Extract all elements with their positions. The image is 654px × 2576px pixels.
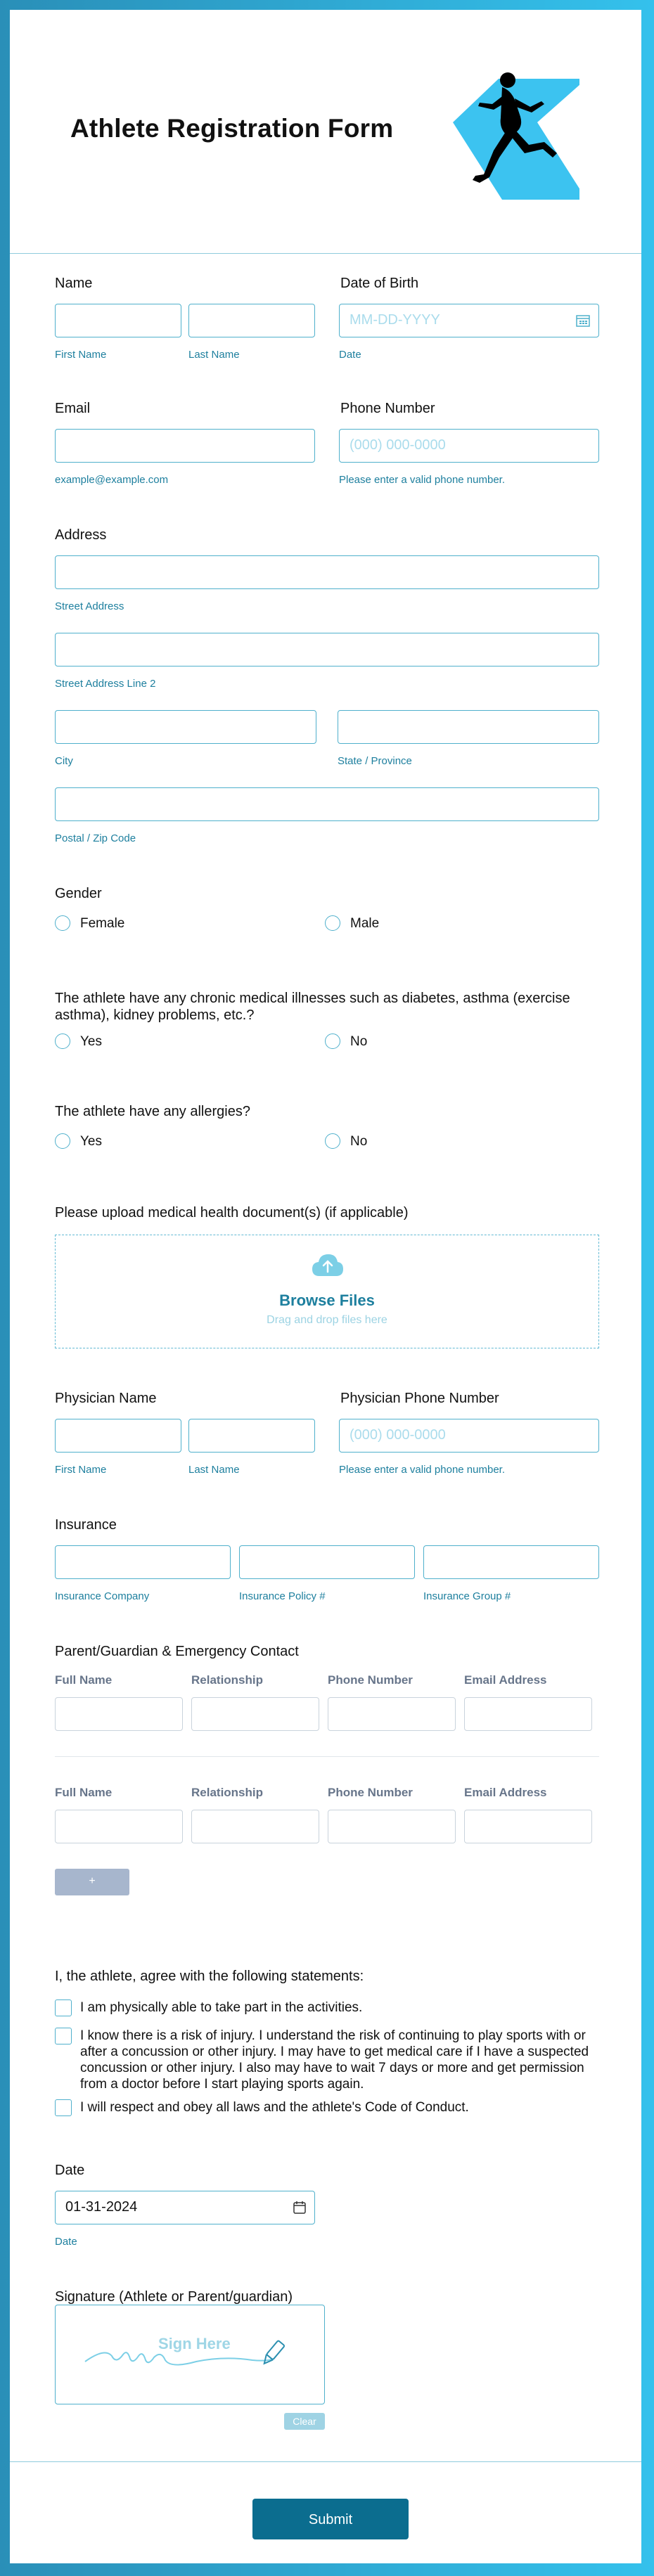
state-sublabel: State / Province <box>338 755 412 767</box>
street-address-input[interactable] <box>55 555 599 589</box>
chronic-yes-radio[interactable] <box>55 1033 70 1049</box>
agree-item-2: I know there is a risk of injury. I understand the risk of continuing to play sports with or after a concussion or other injury. I may have to get medical care if I have a suspected concussion or other injury. I also may have to wait 7 days or more and get permission from a doctor before I start playing sports again. <box>80 2028 589 2092</box>
physician-phone-placeholder: (000) 000-0000 <box>350 1427 446 1443</box>
city-input[interactable] <box>55 710 316 744</box>
zip-sublabel: Postal / Zip Code <box>55 832 136 844</box>
file-upload-dropzone[interactable] <box>55 1235 599 1348</box>
signature-label: Signature (Athlete or Parent/guardian) <box>55 2289 293 2305</box>
allergies-yes-radio[interactable] <box>55 1133 70 1149</box>
chronic-yes-label: Yes <box>80 1034 102 1049</box>
allergies-yes-label: Yes <box>80 1134 102 1149</box>
footer-divider <box>10 2461 641 2462</box>
dob-input[interactable] <box>339 304 599 337</box>
agree-physically-able-checkbox[interactable] <box>55 1999 72 2016</box>
gender-label: Gender <box>55 886 102 901</box>
add-guardian-button[interactable]: + <box>55 1869 129 1895</box>
guardian-1-full-name-input[interactable] <box>55 1697 183 1731</box>
insurance-group-sublabel: Insurance Group # <box>423 1590 511 1602</box>
dob-sublabel: Date <box>339 349 361 361</box>
agree-injury-risk-checkbox[interactable] <box>55 2028 72 2044</box>
guardian-col-full-name: Full Name <box>55 1786 113 1799</box>
physician-phone-label: Physician Phone Number <box>340 1391 499 1406</box>
physician-first-sublabel: First Name <box>55 1464 107 1476</box>
guardian-1-relationship-input[interactable] <box>191 1697 319 1731</box>
guardian-label: Parent/Guardian & Emergency Contact <box>55 1644 299 1659</box>
gender-male-radio[interactable] <box>325 915 340 931</box>
signature-pad[interactable] <box>55 2305 325 2404</box>
insurance-label: Insurance <box>55 1517 117 1533</box>
guardian-col-full-name: Full Name <box>55 1673 113 1687</box>
first-name-input[interactable] <box>55 304 181 337</box>
street-address-2-sublabel: Street Address Line 2 <box>55 678 156 690</box>
form-card <box>10 10 641 2563</box>
guardian-row-divider <box>55 1756 599 1757</box>
browse-files-button[interactable]: Browse Files <box>279 1292 375 1309</box>
guardian-col-relationship: Relationship <box>191 1673 264 1687</box>
allergies-no-label: No <box>350 1134 368 1149</box>
submit-button[interactable]: Submit <box>252 2499 409 2539</box>
physician-name-label: Physician Name <box>55 1391 157 1406</box>
insurance-policy-input[interactable] <box>239 1545 415 1579</box>
calendar-icon[interactable] <box>576 314 590 327</box>
phone-input[interactable] <box>339 429 599 463</box>
physician-phone-sublabel: Please enter a valid phone number. <box>339 1464 505 1476</box>
name-label: Name <box>55 276 93 291</box>
insurance-policy-sublabel: Insurance Policy # <box>239 1590 326 1602</box>
insurance-group-input[interactable] <box>423 1545 599 1579</box>
sign-here-hint: Sign Here <box>158 2335 231 2352</box>
phone-placeholder: (000) 000-0000 <box>350 437 446 453</box>
guardian-col-phone: Phone Number <box>328 1673 413 1687</box>
guardian-2-phone-input[interactable] <box>328 1810 456 1843</box>
guardian-1-phone-input[interactable] <box>328 1697 456 1731</box>
form-header <box>10 10 641 254</box>
guardian-col-email: Email Address <box>464 1786 547 1799</box>
guardian-2-full-name-input[interactable] <box>55 1810 183 1843</box>
guardian-col-email: Email Address <box>464 1673 547 1687</box>
physician-last-name-input[interactable] <box>188 1419 315 1453</box>
chronic-no-radio[interactable] <box>325 1033 340 1049</box>
agree-code-of-conduct-checkbox[interactable] <box>55 2099 72 2116</box>
dob-label: Date of Birth <box>340 276 419 291</box>
allergies-label: The athlete have any allergies? <box>55 1104 250 1119</box>
chronic-illness-label: The athlete have any chronic medical illnesses such as diabetes, asthma (exercise asthma), kidney problems, etc.? <box>55 991 570 1023</box>
form-title: Athlete Registration Form <box>70 114 394 143</box>
gender-female-label: Female <box>80 916 125 931</box>
date-input[interactable] <box>55 2191 315 2224</box>
physician-last-sublabel: Last Name <box>188 1464 240 1476</box>
clear-signature-button[interactable]: Clear <box>284 2413 325 2430</box>
email-sublabel: example@example.com <box>55 474 169 486</box>
dob-placeholder: MM-DD-YYYY <box>350 312 440 328</box>
email-label: Email <box>55 401 91 416</box>
agree-item-3: I will respect and obey all laws and the athlete's Code of Conduct. <box>80 2100 469 2115</box>
gender-female-radio[interactable] <box>55 915 70 931</box>
date-label: Date <box>55 2163 85 2178</box>
insurance-company-sublabel: Insurance Company <box>55 1590 150 1602</box>
last-name-input[interactable] <box>188 304 315 337</box>
city-sublabel: City <box>55 755 73 767</box>
phone-sublabel: Please enter a valid phone number. <box>339 474 505 486</box>
calendar-icon[interactable] <box>293 2201 306 2214</box>
date-value: 01-31-2024 <box>65 2199 138 2215</box>
guardian-col-relationship: Relationship <box>191 1786 264 1799</box>
upload-label: Please upload medical health document(s) (if applicable) <box>55 1205 409 1221</box>
agree-item-1: I am physically able to take part in the activities. <box>80 2000 363 2015</box>
email-input[interactable] <box>55 429 315 463</box>
insurance-company-input[interactable] <box>55 1545 231 1579</box>
guardian-col-phone: Phone Number <box>328 1786 413 1799</box>
gender-male-label: Male <box>350 916 380 931</box>
physician-phone-input[interactable] <box>339 1419 599 1453</box>
last-name-sublabel: Last Name <box>188 349 240 361</box>
state-input[interactable] <box>338 710 599 744</box>
drag-drop-hint: Drag and drop files here <box>267 1314 387 1326</box>
runner-logo-icon <box>432 59 579 207</box>
allergies-no-radio[interactable] <box>325 1133 340 1149</box>
first-name-sublabel: First Name <box>55 349 107 361</box>
chronic-no-label: No <box>350 1034 368 1049</box>
street-address-sublabel: Street Address <box>55 600 124 612</box>
signature-scribble-icon <box>84 2333 309 2376</box>
guardian-2-relationship-input[interactable] <box>191 1810 319 1843</box>
phone-label: Phone Number <box>340 401 435 416</box>
guardian-1-email-input[interactable] <box>464 1697 592 1731</box>
physician-first-name-input[interactable] <box>55 1419 181 1453</box>
date-sublabel: Date <box>55 2236 77 2248</box>
agreement-label: I, the athlete, agree with the following statements: <box>55 1969 364 1984</box>
guardian-2-email-input[interactable] <box>464 1810 592 1843</box>
zip-input[interactable] <box>55 787 599 821</box>
address-label: Address <box>55 527 107 543</box>
street-address-2-input[interactable] <box>55 633 599 666</box>
cloud-upload-icon <box>311 1252 345 1277</box>
